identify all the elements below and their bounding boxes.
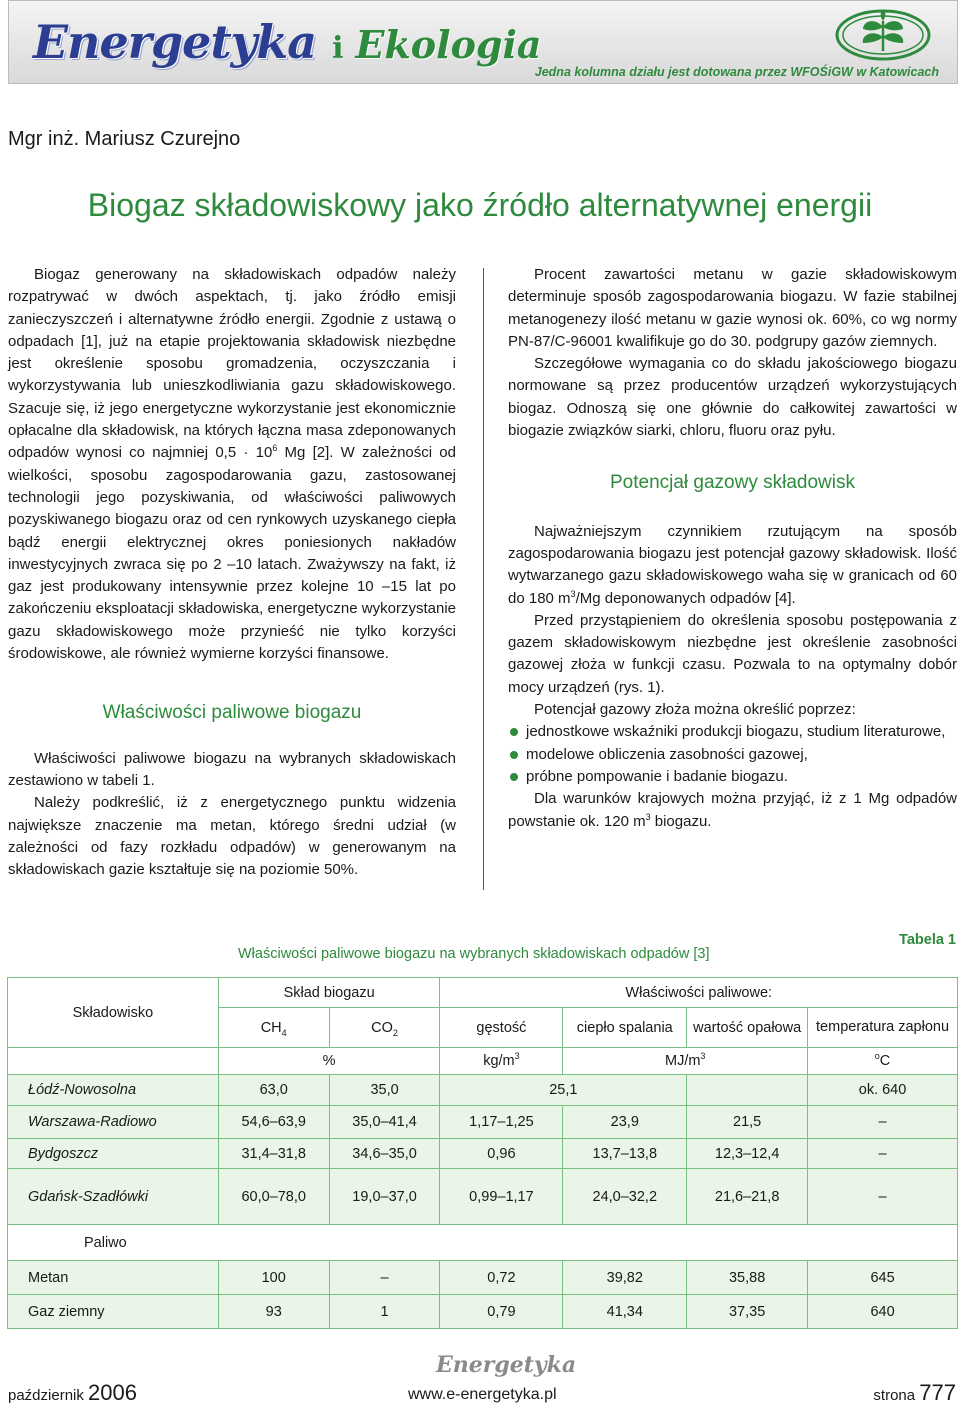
cell-value: 41,34 (563, 1295, 687, 1329)
header-composition: Skład biogazu (218, 978, 440, 1008)
list-item: próbne pompowanie i badanie biogazu. (508, 766, 957, 788)
cell-value: 12,3–12,4 (687, 1139, 808, 1169)
unit-kg-text: kg/m (483, 1053, 515, 1069)
footer-year: 2006 (88, 1380, 137, 1405)
cell-value: 34,6–35,0 (329, 1139, 440, 1169)
potential-text-end: /Mg deponowanych odpadów [4]. (575, 589, 796, 607)
conditions-text-end: biogazu. (650, 812, 712, 830)
header-site: Składowisko (8, 978, 219, 1048)
unit-mj-sup: 3 (700, 1051, 706, 1062)
cell-value: 60,0–78,0 (218, 1169, 329, 1225)
unit-mj-text: MJ/m (664, 1053, 701, 1069)
cell-value: 24,0–32,2 (563, 1169, 687, 1225)
paragraph-requirements: Szczegółowe wymagania co do składu jakościowego biogazu normowane są przez producentów urządzeń wykorzystujących biogaz. Odnoszą się one głównie do całkowitej zawartości w biogazie związków siarki, chloru, fluoru oraz pyłu. (508, 355, 957, 440)
leaf-logo-icon (833, 7, 933, 63)
cell-value: 100 (218, 1261, 329, 1295)
section-title-fuel-properties: Właściwości paliwowe biogazu (102, 702, 362, 724)
cell-value: 25,1 (440, 1075, 687, 1106)
left-column (8, 264, 456, 881)
intro-text: Biogaz generowany na składowiskach odpadów należy rozpatrywać w dwóch aspektach, tj. jako źródło emisji zanieczyszczeń i alternatywne źródło energii. Zgodnie z ustawą o odpadach [1], już na etapie projektowania składowisk niezbędne jest określenie sposobu gromadzenia, oczyszczania i wykorzystywania lub unieszkodliwiania gazu składowiskowego. Szacuje się, iż jego energetyczne wykorzystanie jest ekonomicznie opłacalne dla składowisk, na których łączna masa zdeponowanych odpadów wynosi co najmniej 0,5 · 10 (8, 266, 456, 462)
fuel-properties-table (7, 977, 958, 1329)
header-calorific-value: wartość opałowa (687, 1008, 808, 1048)
intro-sup: 6 (272, 443, 278, 454)
brand-conjunction: i (332, 31, 344, 66)
intro-text-rest: Mg [2]. W zależności od wielkości, sposobu zagospodarowania gazu, zastosowanej technologii jego pozyskiwania, od właściwości paliwowych pozyskiwanego biogazu oraz od cen rynkowych uzyskanego ciepła bądź energii elektrycznej okres poniesionych nakładów inwestycyjnych zwraca się po 2 –10 latach. Zważywszy na fakt, iż gaz jest produkowany intensywnie przez kolejne 10 –15 lat po zakończeniu eksploatacji składowiska, energetyczne wykorzystanie gazu składowiskowego może przynieść nie tylko korzyści środowiskowe, ale również wymierne korzyści finansowe. (8, 444, 456, 663)
brand-ekologia: Ekologia (355, 22, 542, 67)
column-divider (483, 268, 484, 890)
cell-value: 35,0 (329, 1075, 440, 1106)
cell-value: 13,7–13,8 (563, 1139, 687, 1169)
table-title: Właściwości paliwowe biogazu na wybranych składowiskach odpadów [3] (238, 946, 710, 962)
cell-site: Warszawa-Radiowo (8, 1106, 219, 1139)
table-row (8, 1295, 958, 1329)
cell-fuel: Metan (8, 1261, 219, 1295)
paragraph-potential-2: Przed przystąpieniem do określenia sposobu postępowania z gazem składowiskowym niezbędne jest określenie zasobności gazowej złoża w funkcji czasu. Pozwala to na optymalny dobór mocy urządzeń (rys. 1). (508, 611, 957, 696)
ch4-sub: 4 (281, 1027, 287, 1038)
intro-paragraph (8, 264, 456, 665)
co2-sub: 2 (392, 1027, 398, 1038)
table-row-fuel-header (8, 1225, 958, 1261)
brand-logo (33, 15, 542, 69)
header-ch4 (218, 1008, 329, 1048)
sponsor-note: Jedna kolumna działu jest dotowana przez WFOŚiGW w Katowicach (534, 65, 939, 79)
fuel-header: Paliwo (8, 1225, 958, 1261)
paragraph-potential-1 (508, 521, 957, 610)
cell-fuel: Gaz ziemny (8, 1295, 219, 1329)
header-fuel-properties: Właściwości paliwowe: (440, 978, 958, 1008)
header-density: gęstość (440, 1008, 563, 1048)
cell-value: 35,88 (687, 1261, 808, 1295)
table-row (8, 1106, 958, 1139)
paragraph-potential-4 (508, 788, 957, 833)
cell-value: 37,35 (687, 1295, 808, 1329)
cell-value: 0,72 (440, 1261, 563, 1295)
table-row (8, 1261, 958, 1295)
list-item: modelowe obliczenia zasobności gazowej, (508, 744, 957, 766)
conditions-text: Dla warunków krajowych można przyjąć, iż z 1 Mg odpadów powstanie ok. 120 m (508, 790, 957, 830)
section-title-gas-potential: Potencjał gazowy składowisk (609, 472, 855, 494)
right-column (508, 264, 957, 833)
unit-celsius (808, 1048, 958, 1075)
header-banner (8, 0, 958, 84)
footer-page-label: strona (873, 1387, 916, 1404)
header-heat-of-combustion: ciepło spalania (563, 1008, 687, 1048)
cell-value: – (808, 1169, 958, 1225)
cell-value: 1,17–1,25 (440, 1106, 563, 1139)
bullet-list (508, 721, 957, 788)
cell-value: 0,79 (440, 1295, 563, 1329)
header-ignition-temp: temperatura zapłonu (808, 1008, 958, 1048)
footer-page-number: 777 (919, 1380, 956, 1405)
cell-site: Bydgoszcz (8, 1139, 219, 1169)
footer-logo: Energetyka (436, 1352, 577, 1378)
article-title: Biogaz składowiskowy jako źródło alternatywnej energii (87, 187, 873, 223)
unit-c-text: C (879, 1053, 891, 1069)
cell-value: 21,6–21,8 (687, 1169, 808, 1225)
footer-date (8, 1380, 137, 1406)
conditions-sup: 3 (645, 811, 651, 822)
cell-value: 31,4–31,8 (218, 1139, 329, 1169)
table-row (8, 1169, 958, 1225)
table-row (8, 1139, 958, 1169)
cell-value: 63,0 (218, 1075, 329, 1106)
unit-kg-sup: 3 (514, 1051, 520, 1062)
cell-value: 0,96 (440, 1139, 563, 1169)
author: Mgr inż. Mariusz Czurejno (8, 128, 241, 150)
potential-text: Najważniejszym czynnikiem rzutującym na sposób zagospodarowania biogazu jest potencjał gazowy składowisk. Ilość wytwarzanego gazu składowiskowego waha się w granicach od 60 do 180 m (508, 522, 957, 607)
cell-value: 23,9 (563, 1106, 687, 1139)
unit-c-sup: o (874, 1051, 880, 1062)
paragraph-methane: Procent zawartości metanu w gazie składowiskowym determinuje sposób zagospodarowania biogazu. W fazie stabilnej metanogenezy ilość metanu w gazie wynosi ok. 60%, co wg normy PN-87/C-96001 kwalifikuje go do 30. podgrupy gazów ziemnych. (508, 266, 957, 350)
footer-url[interactable]: www.e-energetyka.pl (408, 1386, 557, 1403)
unit-mj (563, 1048, 808, 1075)
unit-empty (8, 1048, 219, 1075)
cell-value: 0,99–1,17 (440, 1169, 563, 1225)
cell-value: – (329, 1261, 440, 1295)
unit-percent: % (218, 1048, 440, 1075)
header-co2 (329, 1008, 440, 1048)
table-label: Tabela 1 (899, 932, 956, 948)
cell-value: 54,6–63,9 (218, 1106, 329, 1139)
brand-energetyka: Energetyka (33, 15, 317, 69)
unit-kg (440, 1048, 563, 1075)
table-row (8, 1075, 958, 1106)
cell-value: 19,0–37,0 (329, 1169, 440, 1225)
cell-value: 640 (808, 1295, 958, 1329)
cell-value: – (808, 1139, 958, 1169)
cell-site: Gdańsk-Szadłówki (8, 1169, 219, 1225)
co2-text: CO (371, 1019, 393, 1036)
cell-value: 21,5 (687, 1106, 808, 1139)
cell-value: 93 (218, 1295, 329, 1329)
footer-page (873, 1380, 956, 1406)
potential-sup: 3 (570, 588, 576, 599)
cell-value: 39,82 (563, 1261, 687, 1295)
paragraph-fuel-2: Należy podkreślić, iż z energetycznego punktu widzenia największe znaczenie ma metan, którego średni udział (w zależności od fazy rozkładu odpadów) w generowanym na składowiskach gazie kształtuje się na poziomie 50%. (8, 794, 456, 879)
paragraph-potential-3: Potencjał gazowy złoża można określić poprzez: (534, 701, 856, 719)
cell-site: Łódź-Nowosolna (8, 1075, 219, 1106)
cell-value: 35,0–41,4 (329, 1106, 440, 1139)
cell-value: 1 (329, 1295, 440, 1329)
cell-value: 645 (808, 1261, 958, 1295)
cell-value: ok. 640 (808, 1075, 958, 1106)
list-item: jednostkowe wskaźniki produkcji biogazu, studium literaturowe, (508, 721, 957, 743)
ch4-text: CH (260, 1019, 282, 1036)
cell-value (687, 1075, 808, 1106)
cell-value: – (808, 1106, 958, 1139)
paragraph-fuel-1: Właściwości paliwowe biogazu na wybranych składowiskach zestawiono w tabeli 1. (8, 749, 456, 789)
footer-month: październik (8, 1387, 84, 1404)
